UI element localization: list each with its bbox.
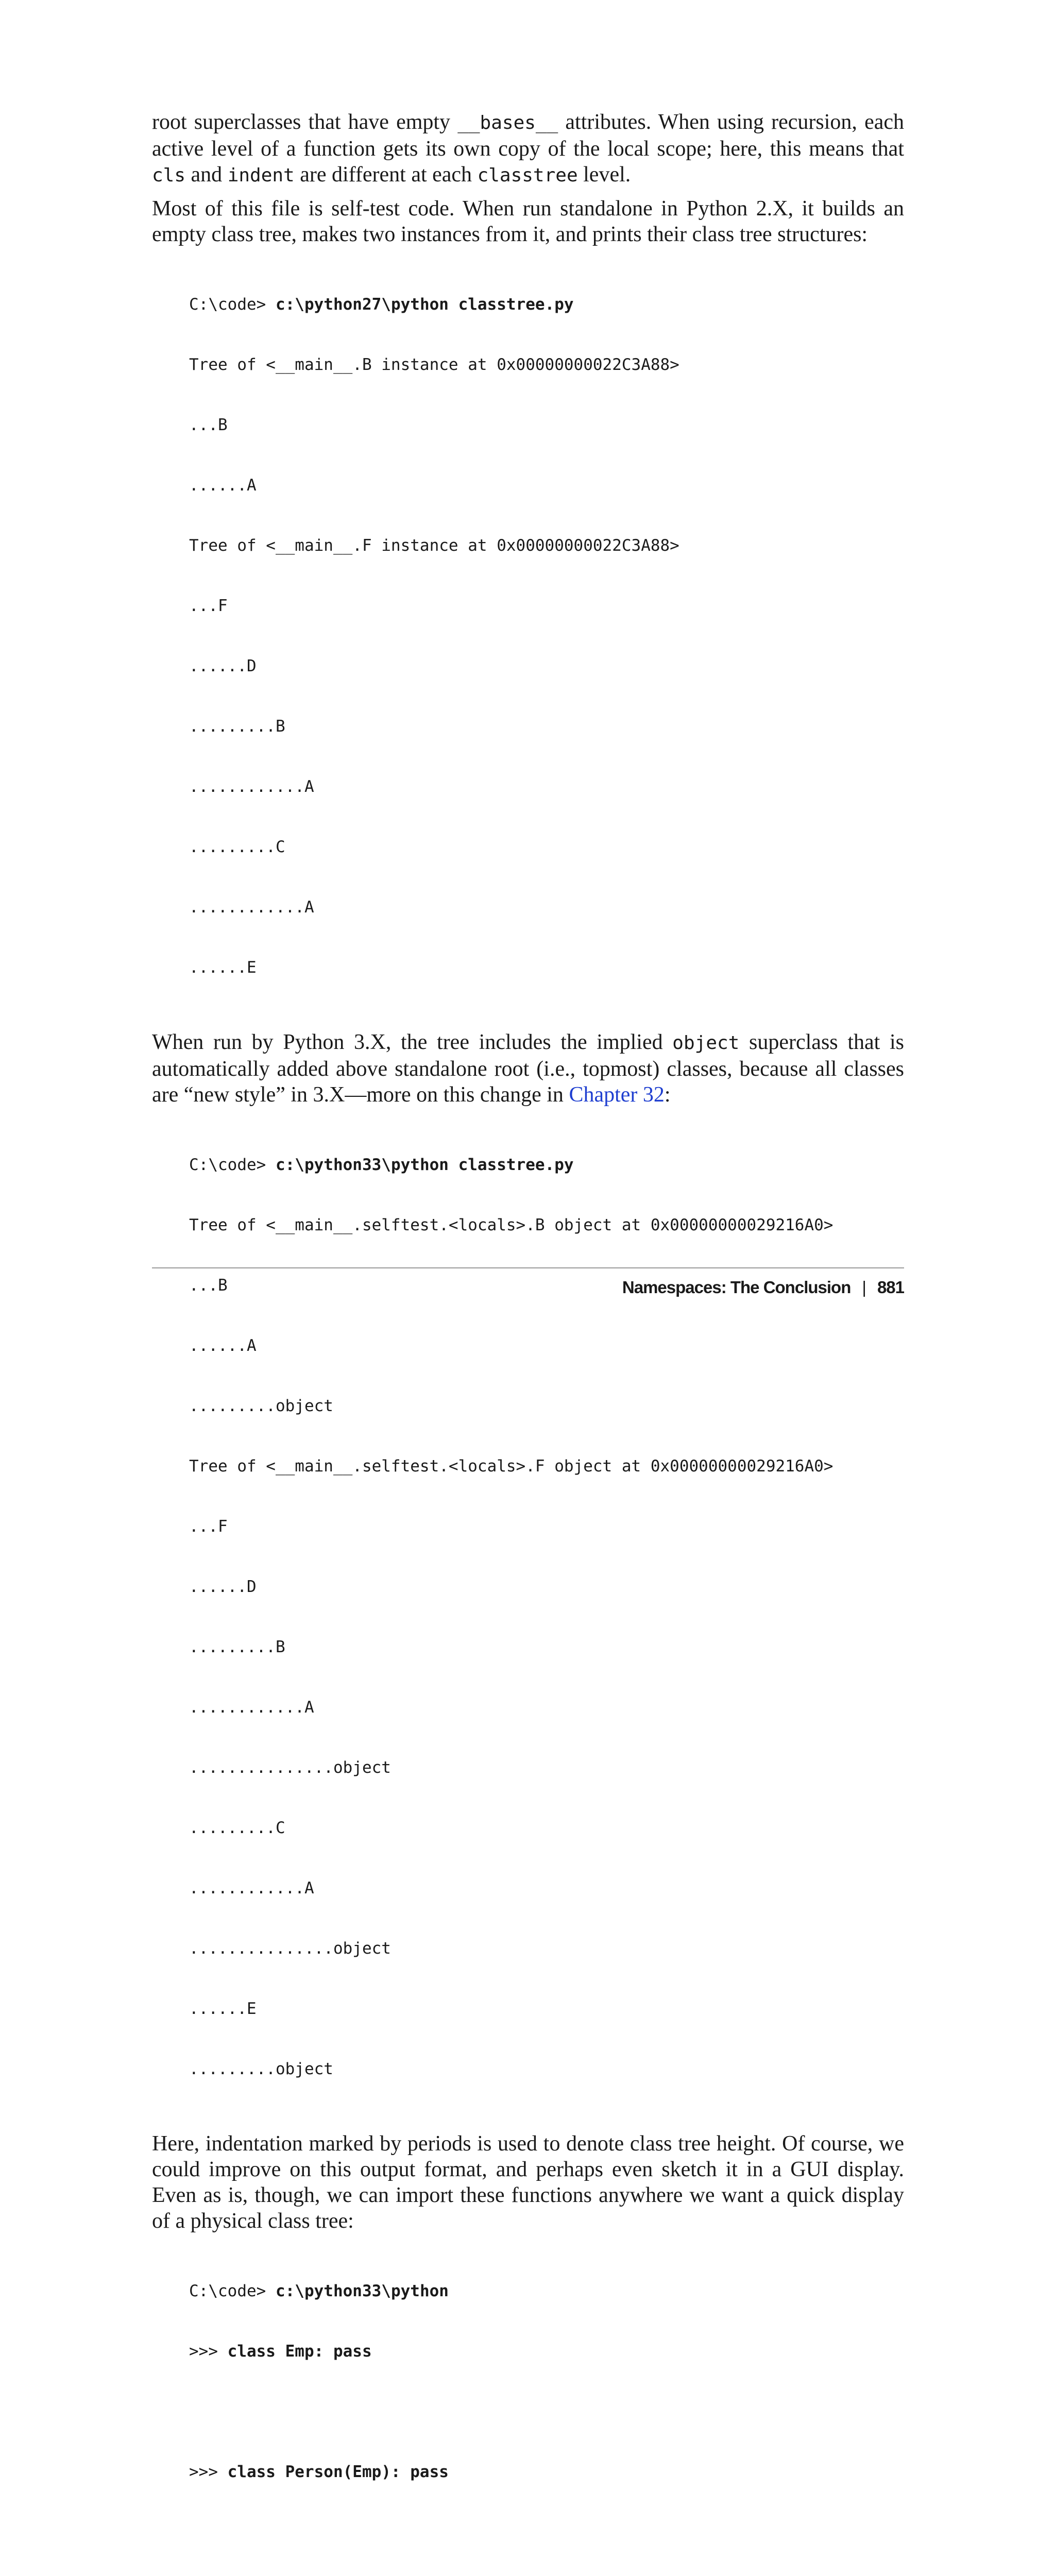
text-run: root superclasses that have empty (152, 110, 458, 134)
shell-prompt: C:\code> (189, 295, 276, 314)
repl-command: class Emp: pass (227, 2342, 372, 2361)
code-line: ......D (189, 657, 257, 675)
text-run: and (185, 163, 228, 187)
paragraph-indentation (152, 2131, 904, 2234)
code-line: Tree of <__main__.selftest.<locals>.F object at 0x00000000029216A0> (189, 1457, 833, 1476)
text-run: are different at each (294, 163, 478, 187)
code-line: Tree of <__main__.selftest.<locals>.B object at 0x00000000029216A0> (189, 1216, 833, 1234)
code-line (189, 2342, 904, 2362)
code-line: ......E (189, 1999, 257, 2018)
text-run: Here, indentation marked by periods is used to denote class tree height. Of course, we could improve on this output format, and perhaps even sketch it in a GUI display. Even as is, though, we can import these functions anywhere we want a quick display of a physical class tree: (152, 2132, 904, 2233)
code-line: Tree of <__main__.B instance at 0x00000000022C3A88> (189, 355, 679, 374)
code-line: ......E (189, 958, 257, 977)
code-line: ............A (189, 1698, 314, 1717)
code-line: ...F (189, 1517, 228, 1536)
text-run: level. (577, 163, 631, 187)
code-line: .........C (189, 1819, 285, 1837)
repl-command: class Person(Emp): pass (227, 2463, 449, 2481)
paragraph-self-test (152, 196, 904, 247)
page-footer (152, 1267, 904, 1297)
text-run: attributes. When using recursion, each active level of a function gets its own copy of the local scope; here, this means that (152, 110, 904, 161)
code-line: ...............object (189, 1758, 391, 1777)
blank-line (189, 2402, 904, 2422)
inline-code: indent (227, 165, 295, 186)
repl-prompt: >>> (189, 2463, 228, 2481)
code-line: .........C (189, 838, 285, 856)
inline-code: object (672, 1032, 740, 1054)
chapter-link[interactable]: Chapter 32 (569, 1083, 665, 1107)
code-line: ......D (189, 1578, 257, 1596)
code-line: ...B (189, 1276, 228, 1295)
page-number: 881 (877, 1278, 904, 1297)
inline-code: classtree (477, 165, 578, 186)
code-line: .........B (189, 1638, 285, 1656)
code-line: ......A (189, 1336, 257, 1355)
code-line: .........object (189, 1397, 333, 1415)
code-line (189, 295, 904, 315)
code-block-python27-output (189, 255, 904, 1018)
running-footer-title: Namespaces: The Conclusion (622, 1278, 851, 1297)
text-run: When run by Python 3.X, the tree includes the implied (152, 1030, 673, 1054)
inline-code: __bases__ (457, 112, 558, 133)
code-line: Tree of <__main__.F instance at 0x00000000022C3A88> (189, 536, 679, 555)
code-line: ...B (189, 416, 228, 434)
shell-prompt: C:\code> (189, 1156, 276, 1174)
code-line (189, 2462, 904, 2482)
code-line (189, 1155, 904, 1175)
code-block-python33-output (189, 1115, 904, 2120)
code-line: ......A (189, 476, 257, 495)
footer-separator: | (862, 1278, 866, 1297)
repl-prompt: >>> (189, 2342, 228, 2361)
code-line: .........B (189, 717, 285, 736)
code-line: ...............object (189, 1939, 391, 1958)
code-line: .........object (189, 2060, 333, 2078)
text-run: : (664, 1083, 671, 1107)
code-line (189, 2281, 904, 2301)
code-line: ............A (189, 777, 314, 796)
code-line: ...F (189, 597, 228, 615)
text-run: superclass that is automatically added above standalone root (i.e., topmost) classes, because all classes are “new style” in 3.X—more on this change in (152, 1030, 904, 1107)
code-line: ............A (189, 1879, 314, 1897)
shell-command: c:\python33\python classtree.py (275, 1156, 574, 1174)
paragraph-recursion (152, 109, 904, 189)
blank-line (189, 2522, 904, 2543)
page-body (152, 109, 904, 2576)
code-line: ............A (189, 898, 314, 917)
shell-command: c:\python27\python classtree.py (275, 295, 574, 314)
paragraph-python3 (152, 1029, 904, 1108)
code-block-repl-session (189, 2241, 904, 2576)
shell-command: c:\python33\python (275, 2282, 449, 2300)
shell-prompt: C:\code> (189, 2282, 276, 2300)
text-run: Most of this file is self-test code. When run standalone in Python 2.X, it builds an empty class tree, makes two instances from it, and prints their class tree structures: (152, 197, 904, 246)
inline-code: cls (152, 165, 186, 186)
